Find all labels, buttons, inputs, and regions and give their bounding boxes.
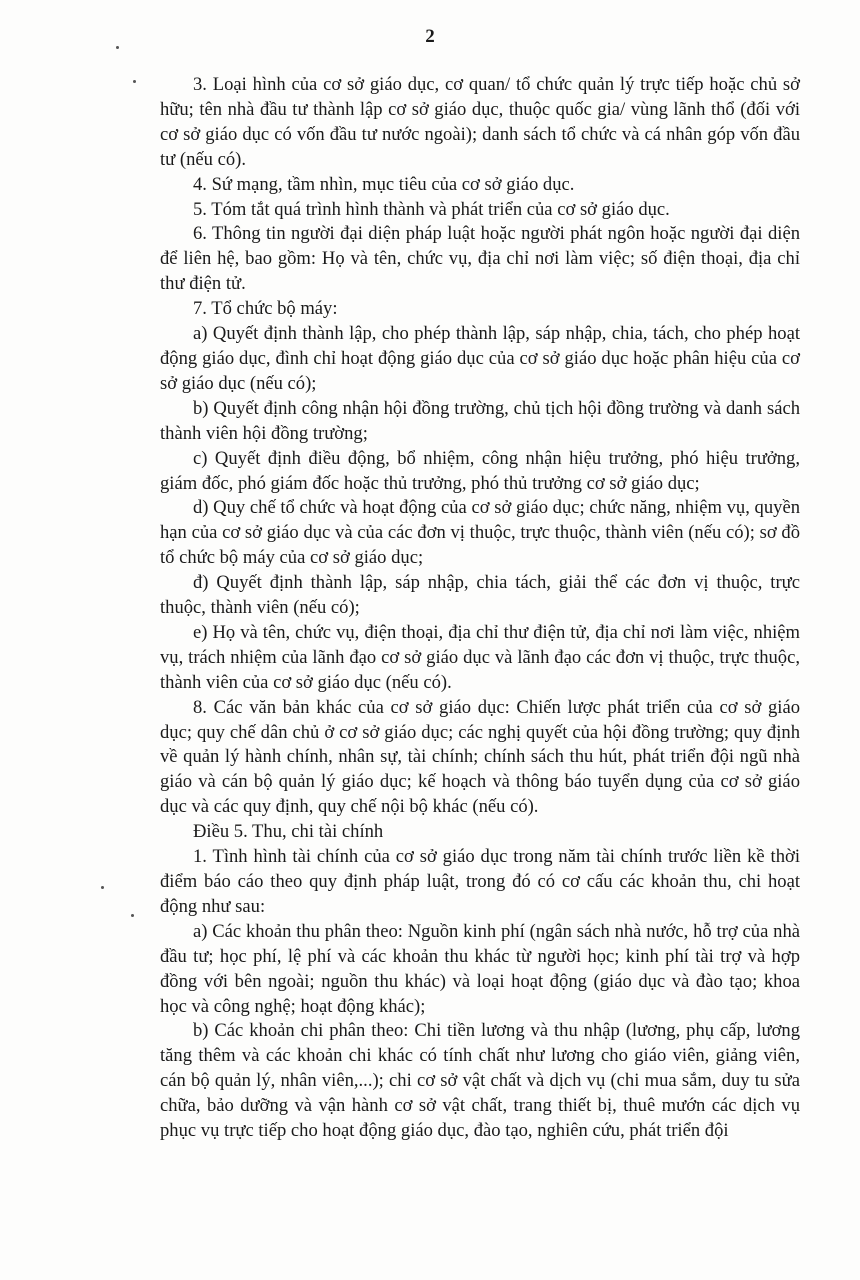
paragraph-item-7: 7. Tổ chức bộ máy: [193, 298, 338, 320]
scan-speck [133, 80, 136, 83]
paragraph-subitem-dd: đ) Quyết định thành lập, sáp nhập, chia tách, giải thể các đơn vị thuộc, trực thuộc, thành viên (nếu có); [160, 572, 800, 619]
paragraph-subitem-d: d) Quy chế tổ chức và hoạt động của cơ sở giáo dục; chức năng, nhiệm vụ, quyền hạn của cơ sở giáo dục và của các đơn vị thuộc, trực thuộc, thành viên (nếu có); sơ đồ tổ chức bộ máy của cơ sở giáo dục; [160, 497, 800, 569]
paragraph-item-5: 5. Tóm tắt quá trình hình thành và phát triển của cơ sở giáo dục. [193, 198, 670, 220]
page-number: 2 [425, 26, 435, 47]
article-5-heading: Điều 5. Thu, chi tài chính [193, 821, 384, 843]
paragraph-subitem-b: b) Quyết định công nhận hội đồng trường, chủ tịch hội đồng trường và danh sách thành viên hội đồng trường; [160, 397, 800, 444]
paragraph-article5-item-1: 1. Tình hình tài chính của cơ sở giáo dục trong năm tài chính trước liền kề thời điểm báo cáo theo quy định pháp luật, trong đó có cơ cấu các khoản thu, chi hoạt động như sau: [160, 846, 800, 917]
paragraph-item-8: 8. Các văn bản khác của cơ sở giáo dục: Chiến lược phát triển của cơ sở giáo dục; quy chế dân chủ ở cơ sở giáo dục; các nghị quyết của hội đồng trường; quy định về quản lý hành chính, nhân sự, tài chính; chính sách thu hút, phát triển đội ngũ nhà giáo và cán bộ quản lý giáo dục; kế hoạch và thông báo tuyển dụng của cơ sở giáo dục và các quy định, quy chế nội bộ khác (nếu có). [160, 696, 800, 818]
scan-speck [101, 886, 104, 889]
paragraph-subitem-c: c) Quyết định điều động, bổ nhiệm, công nhận hiệu trưởng, phó hiệu trưởng, giám đốc, phó giám đốc hoặc thủ trưởng, phó thủ trưởng cơ sở giáo dục; [160, 447, 800, 494]
paragraph-item-6: 6. Thông tin người đại diện pháp luật hoặc người phát ngôn hoặc người đại diện để liên hệ, bao gồm: Họ và tên, chức vụ, địa chỉ nơi làm việc; số điện thoại, địa chỉ thư điện tử. [160, 223, 800, 295]
paragraph-subitem-a: a) Quyết định thành lập, cho phép thành lập, sáp nhập, chia, tách, cho phép hoạt động giáo dục, đình chỉ hoạt động giáo dục của cơ sở giáo dục hoặc phân hiệu của cơ sở giáo dục (nếu có); [160, 323, 800, 394]
paragraph-article5-subitem-a: a) Các khoản thu phân theo: Nguồn kinh phí (ngân sách nhà nước, hỗ trợ của nhà đầu tư; học phí, lệ phí và các khoản thu khác từ người học; kinh phí tài trợ và hợp đồng với bên ngoài; nguồn thu khác) và loại hoạt động (giáo dục và đào tạo; khoa học và công nghệ; hoạt động khác); [160, 920, 800, 1017]
scan-speck [116, 46, 119, 49]
paragraph-subitem-e: e) Họ và tên, chức vụ, điện thoại, địa chỉ thư điện tử, địa chỉ nơi làm việc, nhiệm vụ, trách nhiệm của lãnh đạo cơ sở giáo dục và lãnh đạo các đơn vị thuộc, trực thuộc, thành viên của cơ sở giáo dục (nếu có). [160, 621, 800, 693]
paragraph-article5-subitem-b: b) Các khoản chi phân theo: Chi tiền lương và thu nhập (lương, phụ cấp, lương tăng thêm và các khoản chi khác có tính chất như lương cho giáo viên, giảng viên, cán bộ quản lý, nhân viên,...); chi cơ sở vật chất và dịch vụ (chi mua sắm, duy tu sửa chữa, bảo dưỡng và vận hành cơ sở vật chất, trang thiết bị, thuê mướn các dịch vụ phục vụ trực tiếp cho hoạt động giáo dục, đào tạo, nghiên cứu, phát triển đội [160, 1020, 800, 1142]
scan-speck [131, 914, 134, 917]
paragraph-item-4: 4. Sứ mạng, tầm nhìn, mục tiêu của cơ sở giáo dục. [193, 173, 575, 195]
paragraph-item-3: 3. Loại hình của cơ sở giáo dục, cơ quan/ tổ chức quản lý trực tiếp hoặc chủ sở hữu; tên nhà đầu tư thành lập cơ sở giáo dục, thuộc quốc gia/ vùng lãnh thổ (đối với cơ sở giáo dục có vốn đầu tư nước ngoài); danh sách tổ chức và cá nhân góp vốn đầu tư (nếu có). [160, 74, 800, 170]
document-body [160, 73, 800, 1144]
